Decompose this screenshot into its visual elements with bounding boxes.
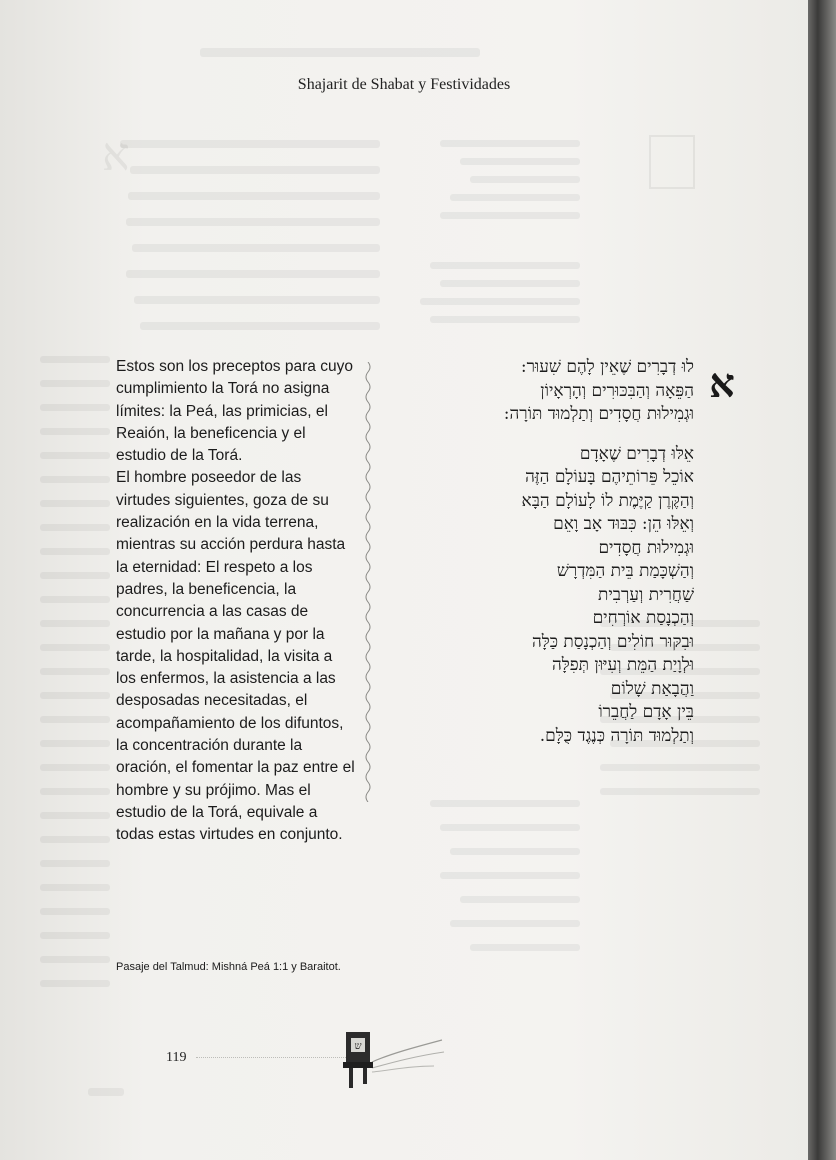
hebrew-line: וְאֵלּוּ הֵן: כִּבּוּד אָב וָאֵם — [553, 514, 694, 534]
source-citation: Pasaje del Talmud: Mishná Peá 1:1 y Baraitot. — [116, 961, 341, 973]
hebrew-line: לוּ דְבָרִים שֶׁאֵין לָהֶם שִׁעוּר: — [520, 357, 694, 377]
hebrew-initial-letter: א — [709, 360, 735, 407]
tefilin-illustration — [338, 1022, 448, 1092]
hebrew-line: וּלְוָיַת הַמֵּת וְעִיּוּן תְּפִלָּה — [551, 655, 694, 675]
page-number: 119 — [166, 1050, 187, 1065]
hebrew-line: וְתַלְמוּד תּוֹרָה כְּנֶגֶד כֻּלָּם. — [539, 725, 694, 746]
hebrew-line: וְהַשְׁכָּמַת בֵּית הַמִּדְרָשׁ — [556, 561, 694, 581]
hebrew-line: אוֹכֵל פֵּרוֹתֵיהֶם בָּעוֹלָם הַזֶּה — [525, 467, 694, 487]
footer-rule — [196, 1057, 346, 1058]
page-binding-edge — [808, 0, 836, 1160]
stanza-gap — [384, 427, 694, 443]
hebrew-line: וּבִקּוּר חוֹלִים וְהַכְנָסַת כַּלָּה — [531, 631, 694, 652]
wavy-column-divider — [362, 362, 374, 802]
spanish-paragraph-2: El hombre poseedor de las virtudes siguientes, goza de su realización en la vida terrena, mientras su acción perdura hasta la eternidad: El respeto a los padres, la beneficencia, la concurrencia a las casas de estudio por la mañana y por la tarde, la hospitalidad, la visita a los enfermos, la asistencia a las desposadas necesitadas, el acompañamiento de los difuntos, la concentración durante la oración, el fomentar la paz entre el hombre y su prójimo. Mas el estudio de la Torá, equivale a todas estas virtudes en conjunto. — [116, 469, 355, 844]
spanish-paragraph-1: Estos son los preceptos para cuyo cumplimiento la Torá no asigna límites: la Peá, las primicias, el Reaión, la beneficencia y el estudio de la Torá. — [116, 358, 353, 465]
svg-text:ש: ש — [354, 1041, 362, 1052]
hebrew-line: בֵּין אָדָם לַחֲבֵרוֹ — [598, 702, 694, 722]
svg-text:א: א — [102, 127, 130, 181]
hebrew-text — [384, 356, 694, 748]
hebrew-line: וַהֲבָאַת שָׁלוֹם — [610, 678, 694, 699]
hebrew-line: הַפֵּאָה וְהַבִּכּוּרִים וְהָרְאָיוֹן — [540, 380, 694, 401]
hebrew-line: וְהַקֶּרֶן קַיֶּמֶת לוֹ לָעוֹלָם הַבָּא — [521, 490, 694, 511]
hebrew-line: אֵלּוּ דְבָרִים שֶׁאָדָם — [579, 443, 694, 464]
page-header-title: Shajarit de Shabat y Festividades — [297, 76, 511, 93]
hebrew-line: וּגְמִילוּת חֲסָדִים — [598, 537, 694, 558]
spanish-translation — [116, 356, 356, 847]
hebrew-line: שַׁחֲרִית וְעַרְבִית — [597, 584, 694, 605]
hebrew-line: וּגְמִילוּת חֲסָדִים וְתַלְמוּד תּוֹרָה: — [503, 404, 694, 424]
hebrew-line: וְהַכְנָסַת אוֹרְחִים — [592, 608, 694, 628]
